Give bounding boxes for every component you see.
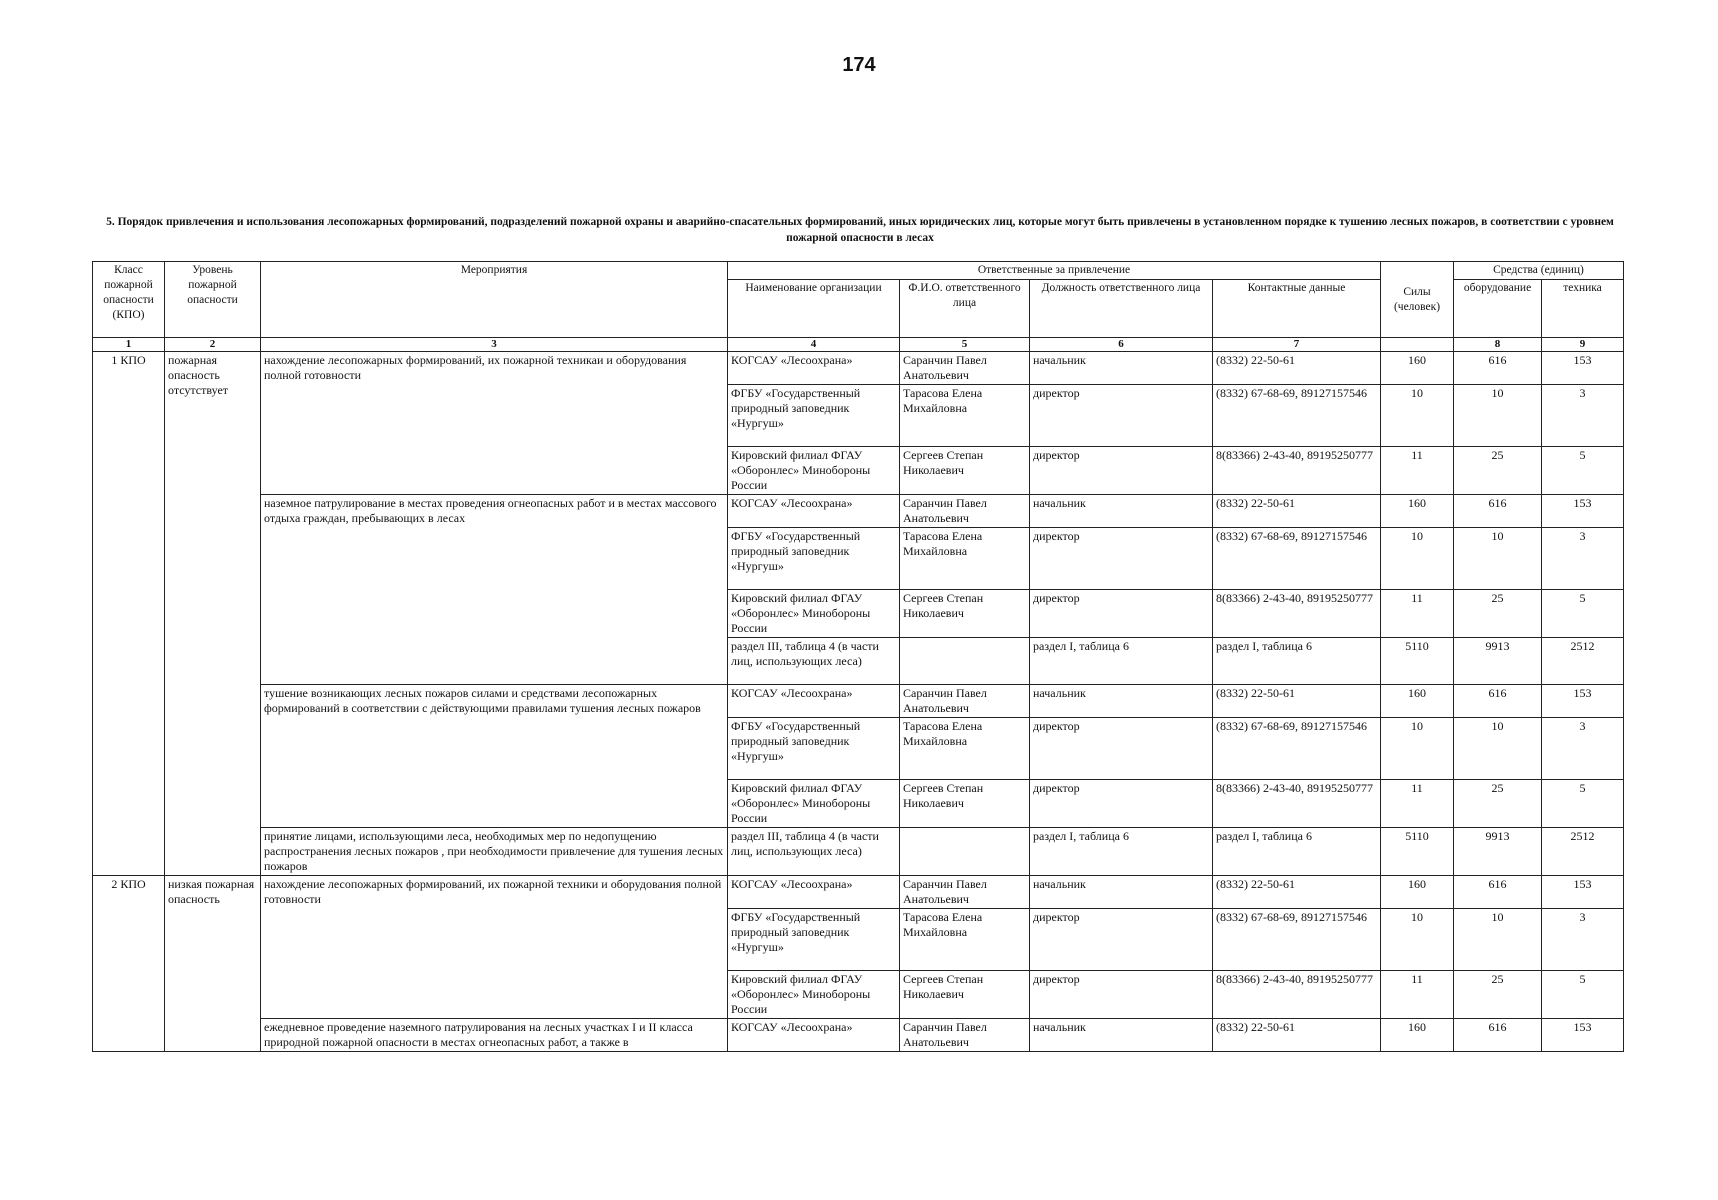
- forces-cell: 10: [1381, 528, 1454, 590]
- machinery-cell: 5: [1542, 590, 1624, 638]
- org-name-cell: ФГБУ «Государственный природный заповедник «Нургуш»: [728, 909, 900, 971]
- position-cell: начальник: [1030, 495, 1213, 528]
- forces-cell: 11: [1381, 590, 1454, 638]
- equipment-cell: 616: [1454, 352, 1542, 385]
- column-number: 1: [93, 338, 165, 352]
- machinery-cell: 3: [1542, 718, 1624, 780]
- contacts-cell: 8(83366) 2-43-40, 89195250777: [1213, 971, 1381, 1019]
- table-row: [93, 876, 1624, 909]
- column-number: [1381, 338, 1454, 352]
- measure-cell: принятие лицами, использующими леса, необходимых мер по недопущению распространения лесных пожаров , при необходимости привлечение для тушения лесных пожаров: [261, 828, 728, 876]
- equipment-cell: 10: [1454, 528, 1542, 590]
- contacts-cell: (8332) 22-50-61: [1213, 876, 1381, 909]
- position-cell: начальник: [1030, 876, 1213, 909]
- table-row: [93, 685, 1624, 718]
- equipment-cell: 25: [1454, 590, 1542, 638]
- contacts-cell: (8332) 22-50-61: [1213, 1019, 1381, 1052]
- position-cell: раздел I, таблица 6: [1030, 638, 1213, 685]
- contacts-cell: 8(83366) 2-43-40, 89195250777: [1213, 780, 1381, 828]
- org-name-cell: ФГБУ «Государственный природный заповедник «Нургуш»: [728, 528, 900, 590]
- responsible-fio-cell: [900, 828, 1030, 876]
- forces-cell: 10: [1381, 385, 1454, 447]
- contacts-cell: (8332) 67-68-69, 89127157546: [1213, 385, 1381, 447]
- equipment-cell: 9913: [1454, 638, 1542, 685]
- equipment-cell: 10: [1454, 718, 1542, 780]
- table-row: [93, 352, 1624, 385]
- position-cell: директор: [1030, 909, 1213, 971]
- measure-cell: ежедневное проведение наземного патрулирования на лесных участках I и II класса природной пожарной опасности в местах огнеопасных работ, а также в: [261, 1019, 728, 1052]
- header-org: Наименование организации: [728, 280, 900, 338]
- header-level: Уровень пожарной опасности: [165, 262, 261, 338]
- machinery-cell: 5: [1542, 971, 1624, 1019]
- header-means: Средства (единиц): [1454, 262, 1624, 280]
- table-row: [93, 495, 1624, 528]
- header-contacts: Контактные данные: [1213, 280, 1381, 338]
- position-cell: директор: [1030, 447, 1213, 495]
- position-cell: начальник: [1030, 1019, 1213, 1052]
- responsible-fio-cell: Саранчин Павел Анатольевич: [900, 352, 1030, 385]
- header-forces: Силы (человек): [1381, 262, 1454, 338]
- fire-class-cell: 1 КПО: [93, 352, 165, 876]
- position-cell: директор: [1030, 590, 1213, 638]
- measure-cell: тушение возникающих лесных пожаров силами и средствами лесопожарных формирований в соответствии с действующими правилами тушения лесных пожаров: [261, 685, 728, 828]
- responsible-fio-cell: Саранчин Павел Анатольевич: [900, 495, 1030, 528]
- table-row: [93, 828, 1624, 876]
- machinery-cell: 5: [1542, 447, 1624, 495]
- fire-level-cell: пожарная опасность отсутствует: [165, 352, 261, 876]
- position-cell: начальник: [1030, 352, 1213, 385]
- position-cell: директор: [1030, 718, 1213, 780]
- contacts-cell: (8332) 67-68-69, 89127157546: [1213, 909, 1381, 971]
- machinery-cell: 3: [1542, 528, 1624, 590]
- org-name-cell: раздел III, таблица 4 (в части лиц, использующих леса): [728, 638, 900, 685]
- org-name-cell: раздел III, таблица 4 (в части лиц, использующих леса): [728, 828, 900, 876]
- forces-cell: 160: [1381, 876, 1454, 909]
- machinery-cell: 153: [1542, 876, 1624, 909]
- table-row: [93, 1019, 1624, 1052]
- position-cell: директор: [1030, 528, 1213, 590]
- section-heading: 5. Порядок привлечения и использования лесопожарных формирований, подразделений пожарной охраны и аварийно-спасательных формирований, иных юридических лиц, которые могут быть привлечены в установленном порядке к тушению лесных пожаров, в соответствии с уровнем пожарной опасности в лесах: [106, 216, 1614, 244]
- contacts-cell: (8332) 22-50-61: [1213, 685, 1381, 718]
- forces-cell: 10: [1381, 909, 1454, 971]
- column-number: 7: [1213, 338, 1381, 352]
- position-cell: директор: [1030, 971, 1213, 1019]
- equipment-cell: 25: [1454, 971, 1542, 1019]
- org-name-cell: КОГСАУ «Лесоохрана»: [728, 876, 900, 909]
- contacts-cell: раздел I, таблица 6: [1213, 828, 1381, 876]
- header-fio: Ф.И.О. ответственного лица: [900, 280, 1030, 338]
- contacts-cell: (8332) 22-50-61: [1213, 352, 1381, 385]
- contacts-cell: 8(83366) 2-43-40, 89195250777: [1213, 590, 1381, 638]
- header-class: Класс пожарной опасности (КПО): [93, 262, 165, 338]
- responsible-fio-cell: Саранчин Павел Анатольевич: [900, 1019, 1030, 1052]
- org-name-cell: Кировский филиал ФГАУ «Оборонлес» Минобороны России: [728, 447, 900, 495]
- position-cell: начальник: [1030, 685, 1213, 718]
- position-cell: директор: [1030, 780, 1213, 828]
- machinery-cell: 2512: [1542, 638, 1624, 685]
- column-number: 9: [1542, 338, 1624, 352]
- equipment-cell: 616: [1454, 495, 1542, 528]
- machinery-cell: 5: [1542, 780, 1624, 828]
- equipment-cell: 616: [1454, 685, 1542, 718]
- machinery-cell: 153: [1542, 495, 1624, 528]
- contacts-cell: раздел I, таблица 6: [1213, 638, 1381, 685]
- equipment-cell: 10: [1454, 385, 1542, 447]
- responsible-fio-cell: Сергеев Степан Николаевич: [900, 447, 1030, 495]
- equipment-cell: 616: [1454, 876, 1542, 909]
- column-number: 3: [261, 338, 728, 352]
- org-name-cell: КОГСАУ «Лесоохрана»: [728, 352, 900, 385]
- contacts-cell: 8(83366) 2-43-40, 89195250777: [1213, 447, 1381, 495]
- equipment-cell: 10: [1454, 909, 1542, 971]
- machinery-cell: 3: [1542, 909, 1624, 971]
- contacts-cell: (8332) 67-68-69, 89127157546: [1213, 718, 1381, 780]
- measure-cell: нахождение лесопожарных формирований, их пожарной техникаи и оборудования полной готовности: [261, 352, 728, 495]
- machinery-cell: 153: [1542, 685, 1624, 718]
- measure-cell: нахождение лесопожарных формирований, их пожарной техники и оборудования полной готовности: [261, 876, 728, 1019]
- column-number: 8: [1454, 338, 1542, 352]
- position-cell: раздел I, таблица 6: [1030, 828, 1213, 876]
- responsible-fio-cell: Саранчин Павел Анатольевич: [900, 876, 1030, 909]
- machinery-cell: 2512: [1542, 828, 1624, 876]
- org-name-cell: Кировский филиал ФГАУ «Оборонлес» Минобороны России: [728, 780, 900, 828]
- responsible-fio-cell: Сергеев Степан Николаевич: [900, 780, 1030, 828]
- forces-cell: 11: [1381, 971, 1454, 1019]
- fire-level-cell: низкая пожарная опасность: [165, 876, 261, 1052]
- forces-cell: 10: [1381, 718, 1454, 780]
- column-number: 4: [728, 338, 900, 352]
- contacts-cell: (8332) 22-50-61: [1213, 495, 1381, 528]
- column-number: 6: [1030, 338, 1213, 352]
- forces-cell: 160: [1381, 685, 1454, 718]
- header-equipment: оборудование: [1454, 280, 1542, 338]
- header-measures: Мероприятия: [261, 262, 728, 338]
- forces-cell: 5110: [1381, 828, 1454, 876]
- header-responsible: Ответственные за привлечение: [728, 262, 1381, 280]
- org-name-cell: КОГСАУ «Лесоохрана»: [728, 495, 900, 528]
- measure-cell: наземное патрулирование в местах проведения огнеопасных работ и в местах массового отдыха граждан, пребывающих в лесах: [261, 495, 728, 685]
- header-machinery: техника: [1542, 280, 1624, 338]
- column-number: 2: [165, 338, 261, 352]
- contacts-cell: (8332) 67-68-69, 89127157546: [1213, 528, 1381, 590]
- responsible-fio-cell: Тарасова Елена Михайловна: [900, 528, 1030, 590]
- machinery-cell: 153: [1542, 352, 1624, 385]
- equipment-cell: 616: [1454, 1019, 1542, 1052]
- org-name-cell: Кировский филиал ФГАУ «Оборонлес» Минобороны России: [728, 971, 900, 1019]
- machinery-cell: 153: [1542, 1019, 1624, 1052]
- responsible-fio-cell: Тарасова Елена Михайловна: [900, 909, 1030, 971]
- forces-cell: 5110: [1381, 638, 1454, 685]
- responsible-fio-cell: Сергеев Степан Николаевич: [900, 971, 1030, 1019]
- org-name-cell: ФГБУ «Государственный природный заповедник «Нургуш»: [728, 718, 900, 780]
- responsible-fio-cell: Тарасова Елена Михайловна: [900, 718, 1030, 780]
- org-name-cell: ФГБУ «Государственный природный заповедник «Нургуш»: [728, 385, 900, 447]
- org-name-cell: КОГСАУ «Лесоохрана»: [728, 685, 900, 718]
- header-position: Должность ответственного лица: [1030, 280, 1213, 338]
- responsible-fio-cell: [900, 638, 1030, 685]
- position-cell: директор: [1030, 385, 1213, 447]
- org-name-cell: КОГСАУ «Лесоохрана»: [728, 1019, 900, 1052]
- forces-cell: 11: [1381, 447, 1454, 495]
- fire-response-table: [92, 261, 1624, 1052]
- org-name-cell: Кировский филиал ФГАУ «Оборонлес» Минобороны России: [728, 590, 900, 638]
- responsible-fio-cell: Сергеев Степан Николаевич: [900, 590, 1030, 638]
- forces-cell: 160: [1381, 352, 1454, 385]
- fire-class-cell: 2 КПО: [93, 876, 165, 1052]
- forces-cell: 160: [1381, 495, 1454, 528]
- machinery-cell: 3: [1542, 385, 1624, 447]
- column-number: 5: [900, 338, 1030, 352]
- responsible-fio-cell: Тарасова Елена Михайловна: [900, 385, 1030, 447]
- equipment-cell: 25: [1454, 447, 1542, 495]
- responsible-fio-cell: Саранчин Павел Анатольевич: [900, 685, 1030, 718]
- equipment-cell: 25: [1454, 780, 1542, 828]
- page-number: 174: [842, 54, 876, 76]
- forces-cell: 11: [1381, 780, 1454, 828]
- equipment-cell: 9913: [1454, 828, 1542, 876]
- forces-cell: 160: [1381, 1019, 1454, 1052]
